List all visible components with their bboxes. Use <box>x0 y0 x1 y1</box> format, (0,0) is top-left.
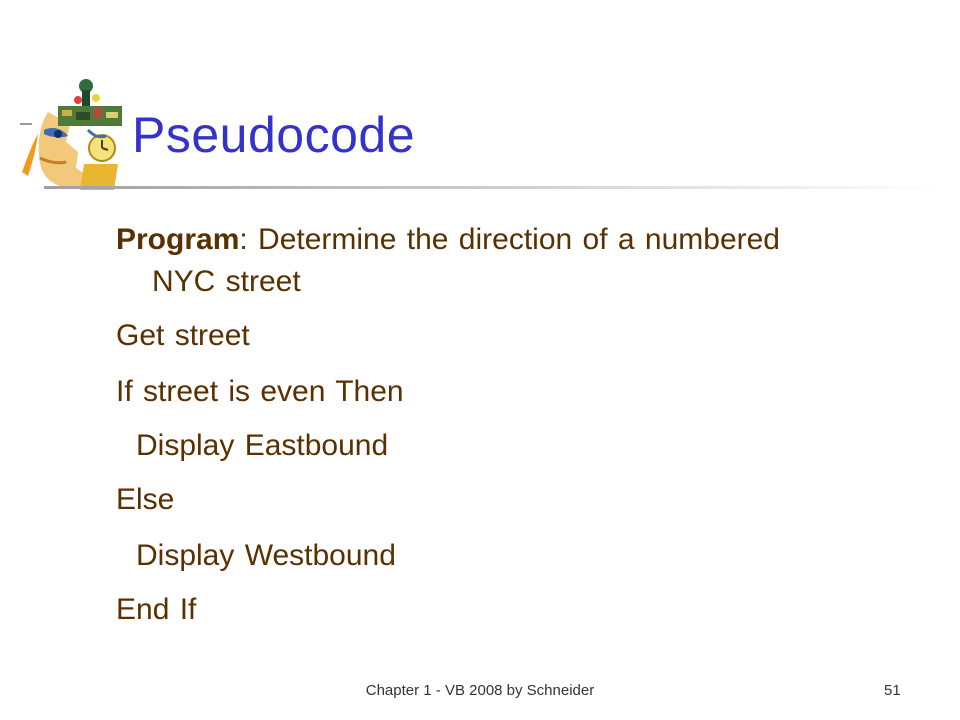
slide-title: Pseudocode <box>132 107 416 163</box>
pseudocode-line: Display Eastbound <box>136 429 389 462</box>
program-label: Program <box>116 223 240 256</box>
program-line-continuation: NYC street <box>152 265 301 298</box>
program-line <box>116 222 780 258</box>
pseudocode-line: Else <box>116 483 175 516</box>
slide-number: 51 <box>884 682 901 699</box>
slide-footer: Chapter 1 - VB 2008 by Schneider <box>365 682 595 699</box>
pseudocode-line: Get street <box>116 319 250 352</box>
program-text: : Determine the direction of a numbered <box>239 223 780 256</box>
pseudocode-line: Display Westbound <box>136 539 396 572</box>
pseudocode-line: End If <box>116 593 197 626</box>
title-divider <box>44 186 944 189</box>
clipart-face-clock-logo-icon <box>18 72 138 192</box>
pseudocode-line: If street is even Then <box>116 375 404 408</box>
